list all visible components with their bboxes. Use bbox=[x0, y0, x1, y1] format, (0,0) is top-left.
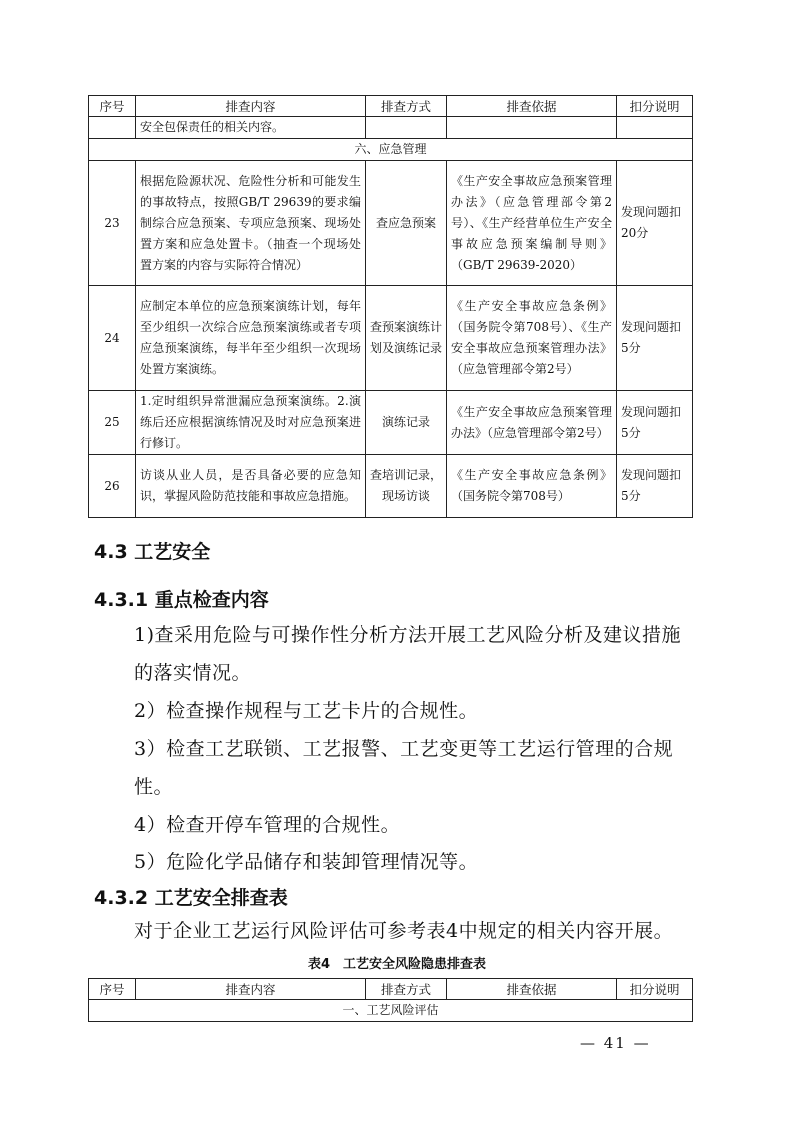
table-row bbox=[89, 455, 693, 518]
cell-content: 1.定时组织异常泄漏应急预案演练。2.演练后还应根据演练情况及时对应急预案进行修订。 bbox=[136, 391, 366, 455]
col-header-no: 序号 bbox=[89, 96, 136, 117]
cell-basis: 《生产安全事故应急预案管理办法》（应急管理部令第2号） bbox=[447, 391, 617, 455]
check-item-1: 1)查采用危险与可操作性分析方法开展工艺风险分析及建议措施的落实情况。 bbox=[134, 624, 682, 684]
cell-deduct: 发现问题扣5分 bbox=[617, 391, 693, 455]
col-header-method: 排查方式 bbox=[366, 96, 447, 117]
cell-basis: 《生产安全事故应急条例》（国务院令第708号）、《生产安全事故应急预案管理办法》（应急管理部令第2号） bbox=[447, 286, 617, 391]
section-title: 一、工艺风险评估 bbox=[89, 1000, 693, 1022]
col-header-basis: 排查依据 bbox=[447, 96, 617, 117]
table-caption: 表4 工艺安全风险隐患排查表 bbox=[307, 957, 487, 972]
check-item-5: 5）危险化学品储存和装卸管理情况等。 bbox=[134, 851, 479, 873]
hazard-table-process bbox=[88, 978, 693, 1022]
table-row-continued bbox=[89, 117, 693, 139]
col-header-method: 排查方式 bbox=[366, 979, 447, 1000]
col-header-no: 序号 bbox=[89, 979, 136, 1000]
cell-basis: 《生产安全事故应急条例》（国务院令第708号） bbox=[447, 455, 617, 518]
cell-content: 应制定本单位的应急预案演练计划，每年至少组织一次综合应急预案演练或者专项应急预案演练，每半年至少组织一次现场处置方案演练。 bbox=[136, 286, 366, 391]
col-header-deduct: 扣分说明 bbox=[617, 96, 693, 117]
table-header-row bbox=[89, 979, 693, 1000]
cell-no: 26 bbox=[89, 455, 136, 518]
col-header-content: 排查内容 bbox=[136, 96, 366, 117]
cell-method: 查应急预案 bbox=[366, 161, 447, 286]
cell-method: 演练记录 bbox=[366, 391, 447, 455]
page-number: — 41 — bbox=[580, 1034, 651, 1052]
cell-deduct: 发现问题扣20分 bbox=[617, 161, 693, 286]
heading-4-3-2: 4.3.2 工艺安全排查表 bbox=[94, 887, 288, 909]
cell-content: 根据危险源状况、危险性分析和可能发生的事故特点，按照GB/T 29639的要求编制综合应急预案、专项应急预案、现场处置方案和应急处置卡。（抽查一个现场处置方案的内容与实际符合情况） bbox=[136, 161, 366, 286]
cell-content: 访谈从业人员，是否具备必要的应急知识，掌握风险防范技能和事故应急措施。 bbox=[136, 455, 366, 518]
cell-basis: 《生产安全事故应急预案管理办法》（应急管理部令第2号）、《生产经营单位生产安全事故应急预案编制导则》（GB/T 29639-2020） bbox=[447, 161, 617, 286]
cell-deduct: 发现问题扣5分 bbox=[617, 286, 693, 391]
heading-4-3-1: 4.3.1 重点检查内容 bbox=[94, 589, 269, 611]
table-row bbox=[89, 391, 693, 455]
intro-paragraph: 对于企业工艺运行风险评估可参考表4中规定的相关内容开展。 bbox=[134, 920, 674, 942]
check-item-4: 4）检查开停车管理的合规性。 bbox=[134, 814, 401, 836]
cell-method: 查预案演练计划及演练记录 bbox=[366, 286, 447, 391]
cell-no: 23 bbox=[89, 161, 136, 286]
section-row bbox=[89, 1000, 693, 1022]
col-header-basis: 排查依据 bbox=[447, 979, 617, 1000]
cell-no: 24 bbox=[89, 286, 136, 391]
check-item-2: 2）检查操作规程与工艺卡片的合规性。 bbox=[134, 700, 479, 722]
table-header-row bbox=[89, 96, 693, 117]
cell-deduct: 发现问题扣5分 bbox=[617, 455, 693, 518]
hazard-table-emergency bbox=[88, 95, 693, 518]
section-title: 六、应急管理 bbox=[89, 139, 693, 161]
check-item-3: 3）检查工艺联锁、工艺报警、工艺变更等工艺运行管理的合规性。 bbox=[134, 738, 674, 798]
col-header-deduct: 扣分说明 bbox=[617, 979, 693, 1000]
table-row bbox=[89, 161, 693, 286]
table-row bbox=[89, 286, 693, 391]
heading-4-3: 4.3 工艺安全 bbox=[94, 541, 211, 563]
cell-content: 安全包保责任的相关内容。 bbox=[136, 117, 366, 139]
cell-no: 25 bbox=[89, 391, 136, 455]
section-row bbox=[89, 139, 693, 161]
cell-method: 查培训记录，现场访谈 bbox=[366, 455, 447, 518]
col-header-content: 排查内容 bbox=[136, 979, 366, 1000]
